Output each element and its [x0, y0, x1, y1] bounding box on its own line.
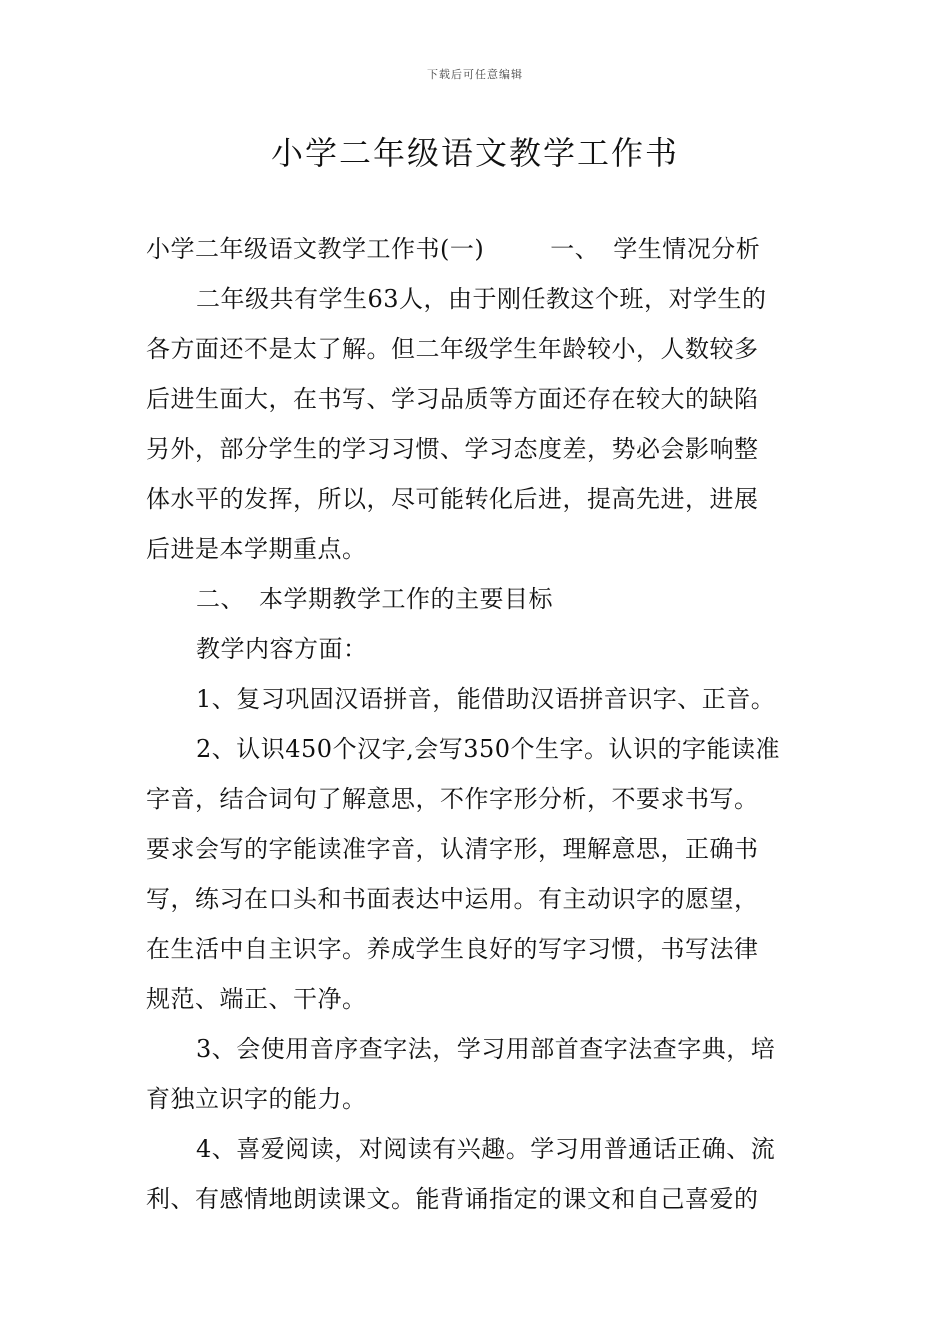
header-note: 下载后可任意编辑 [427, 68, 523, 81]
list-item: 1、复习巩固汉语拼音，能借助汉语拼音识字、正音。 [196, 685, 776, 713]
paragraph-line: 育独立识字的能力。 [146, 1085, 367, 1113]
paragraph-line: 各方面还不是太了解。但二年级学生年龄较小，人数较多 [146, 335, 759, 363]
paragraph-line: 利、有感情地朗读课文。能背诵指定的课文和自己喜爱的 [146, 1185, 759, 1213]
section-intro-line [146, 224, 808, 274]
heading-number: 一、 [550, 235, 600, 263]
paragraph-line: 后进生面大，在书写、学习品质等方面还存在较大的缺陷 [146, 385, 759, 413]
paragraph-line: 在生活中自主识字。养成学生良好的写字习惯，书写法律 [146, 935, 759, 963]
list-item: 3、会使用音序查字法，学习用部首查字法查字典，培 [196, 1035, 776, 1063]
heading-text: 学生情况分析 [613, 235, 761, 263]
paragraph-line: 要求会写的字能读准字音，认清字形，理解意思，正确书 [146, 835, 759, 863]
paragraph-line: 另外，部分学生的学习习惯、学习态度差，势必会影响整 [146, 435, 759, 463]
paragraph-line: 二年级共有学生63人，由于刚任教这个班，对学生的 [196, 285, 767, 313]
heading-number: 二、 [196, 585, 245, 613]
section-subtitle: 小学二年级语文教学工作书(一) [146, 235, 485, 263]
list-item: 2、认识450个汉字,会写350个生字。认识的字能读准 [196, 735, 781, 763]
document-title: 小学二年级语文教学工作书 [270, 134, 679, 172]
list-item: 4、喜爱阅读，对阅读有兴趣。学习用普通话正确、流 [196, 1135, 776, 1163]
subheading: 教学内容方面： [196, 635, 368, 663]
paragraph-line: 规范、端正、干净。 [146, 985, 367, 1013]
section-heading-2 [146, 574, 808, 624]
paragraph-line: 字音，结合词句了解意思，不作字形分析，不要求书写。 [146, 785, 759, 813]
paragraph-line: 写，练习在口头和书面表达中运用。有主动识字的愿望， [146, 885, 759, 913]
heading-text: 本学期教学工作的主要目标 [259, 585, 553, 613]
paragraph-line: 后进是本学期重点。 [146, 535, 367, 563]
paragraph-line: 体水平的发挥，所以，尽可能转化后进，提高先进，进展 [146, 485, 759, 513]
document-body [146, 224, 808, 1224]
